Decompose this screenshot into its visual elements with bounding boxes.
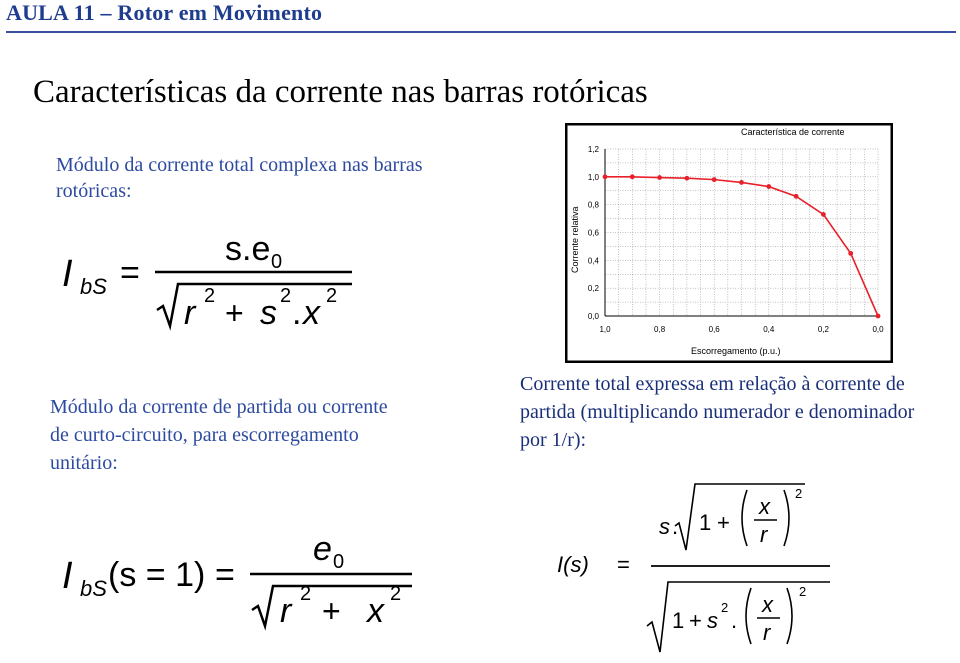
f1-den-exp3: 2 xyxy=(326,285,338,307)
f2-num-sub: 0 xyxy=(333,551,345,573)
f3-eq: = xyxy=(617,552,630,577)
f2-den-r: r xyxy=(280,592,292,630)
f1-num-main: s.e xyxy=(225,230,271,268)
chart-x-tick-label: 0,4 xyxy=(763,325,775,334)
chart-data-point xyxy=(876,314,881,319)
f1-den-exp2: 2 xyxy=(280,285,292,307)
f1-den-plus: + xyxy=(225,295,244,331)
chart-y-tick-label: 0,8 xyxy=(587,200,599,210)
text-starting-current: Módulo da corrente de partida ou corrente de curto-circuito, para escorregamento unitário: xyxy=(50,396,388,474)
formula-relative-current xyxy=(555,478,845,663)
chart-data-point xyxy=(712,177,717,182)
f3-den-exp-s: 2 xyxy=(721,600,729,615)
f3-den-one: 1 xyxy=(672,608,685,633)
f2-den-plus: + xyxy=(322,593,341,629)
f3-num-s: s xyxy=(659,514,670,539)
chart-ylabel: Corrente relativa xyxy=(570,206,580,273)
chart-data-point xyxy=(848,251,853,256)
header-title: AULA 11 – Rotor em Movimento xyxy=(6,0,323,25)
f1-den-s: s xyxy=(260,294,277,332)
chart-data-point xyxy=(739,180,744,185)
f2-den-x: x xyxy=(367,592,384,630)
f3-num-dot: . xyxy=(672,514,679,539)
f3-den-rparen xyxy=(787,588,792,644)
f3-den-plus: + xyxy=(689,608,702,633)
slide-title: Características da corrente nas barras rotóricas xyxy=(33,74,648,110)
f1-den-x: x xyxy=(303,294,320,332)
chart-data-point xyxy=(821,212,826,217)
header-divider xyxy=(6,31,956,33)
f1-den-exp1: 2 xyxy=(204,285,216,307)
chart-svg xyxy=(565,123,893,363)
f2-num-main: e xyxy=(313,530,332,568)
f1-lhs-sub: bS xyxy=(80,274,107,299)
f1-num-sub: 0 xyxy=(271,251,283,273)
f3-den-s: s xyxy=(707,608,718,633)
f2-arg: (s = 1) xyxy=(108,556,206,594)
chart-data-point xyxy=(657,175,662,180)
chart-data-point xyxy=(794,194,799,199)
f3-num-frac-x: x xyxy=(759,494,770,519)
chart-x-tick-label: 0,0 xyxy=(872,325,884,334)
chart-x-tick-label: 0,6 xyxy=(708,325,720,334)
chart-data-point xyxy=(685,176,690,181)
chart-y-tick-label: 0,2 xyxy=(587,284,599,294)
f1-eq: = xyxy=(120,254,140,292)
f2-den-exp2: 2 xyxy=(390,583,402,605)
chart-y-tick-label: 0,0 xyxy=(587,312,599,321)
chart-y-tick-label: 1,0 xyxy=(587,172,599,182)
chart-xlabel: Escorregamento (p.u.) xyxy=(691,346,781,356)
current-characteristic-chart xyxy=(565,123,893,368)
chart-data-point xyxy=(603,174,608,179)
f3-num-one: 1 xyxy=(699,510,712,535)
text-relative-current: Corrente total expressa em relação à corrente de partida (multiplicando numerador e denominador por 1/r): xyxy=(520,373,915,451)
f3-lhs: I(s) xyxy=(557,552,589,577)
f2-eq: = xyxy=(215,556,235,594)
f2-den-exp1: 2 xyxy=(300,583,312,605)
chart-title: Característica de corrente xyxy=(741,127,845,137)
chart-x-tick-label: 1,0 xyxy=(599,325,611,334)
f3-num-frac-r: r xyxy=(760,522,768,547)
f2-lhs-main: I xyxy=(62,555,73,597)
chart-y-tick-label: 1,2 xyxy=(587,145,599,154)
f3-den-lparen xyxy=(746,588,751,644)
chart-data-point xyxy=(630,174,635,179)
f3-num-exp: 2 xyxy=(795,486,803,501)
f3-num-rparen xyxy=(784,490,789,546)
f3-den-frac-r: r xyxy=(763,620,771,645)
formula-total-current xyxy=(60,228,360,343)
f3-den-exp: 2 xyxy=(799,584,807,599)
f1-lhs-main: I xyxy=(62,253,73,295)
chart-x-tick-label: 0,8 xyxy=(654,325,666,334)
formula-starting-current xyxy=(60,530,420,645)
f3-den-dot: . xyxy=(731,608,738,633)
f1-den-dot: . xyxy=(292,294,302,332)
f3-num-lparen xyxy=(742,490,747,546)
chart-data-point xyxy=(766,184,771,189)
text-total-current: Módulo da corrente total complexa nas barras rotóricas: xyxy=(56,154,423,202)
f2-lhs-sub: bS xyxy=(80,576,107,601)
chart-x-tick-label: 0,2 xyxy=(817,325,829,334)
chart-y-tick-label: 0,4 xyxy=(587,256,599,266)
f3-num-plus: + xyxy=(717,510,730,535)
chart-y-tick-label: 0,6 xyxy=(587,228,599,238)
f3-den-frac-x: x xyxy=(762,592,773,617)
f1-den-r: r xyxy=(184,294,196,332)
